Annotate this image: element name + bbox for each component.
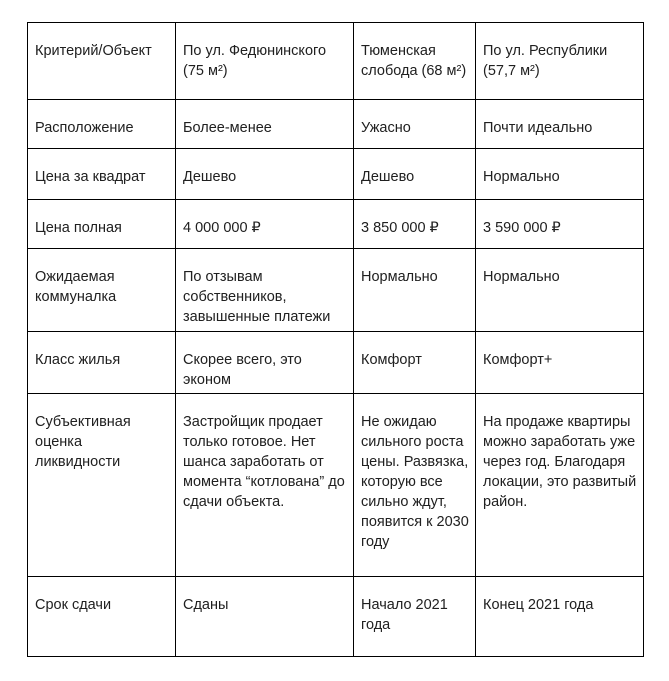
table-cell: По отзывам собственников, завышенные платежи bbox=[176, 249, 354, 332]
table-cell: 3 590 000 ₽ bbox=[476, 200, 644, 249]
table-cell: 3 850 000 ₽ bbox=[354, 200, 476, 249]
row-label-full-price: Цена полная bbox=[28, 200, 176, 249]
table-cell: Ужасно bbox=[354, 100, 476, 149]
header-cell-tyumenskaya-sloboda: Тюменская слобода (68 м²) bbox=[354, 23, 476, 100]
table-cell: Комфорт bbox=[354, 332, 476, 394]
table-cell: Более-менее bbox=[176, 100, 354, 149]
table-cell: Дешево bbox=[354, 149, 476, 200]
table-cell: Скорее всего, это эконом bbox=[176, 332, 354, 394]
table-cell: Нормально bbox=[354, 249, 476, 332]
header-cell-fedyuninskogo: По ул. Федюнинского (75 м²) bbox=[176, 23, 354, 100]
table-cell: Нормально bbox=[476, 149, 644, 200]
table-cell: Конец 2021 года bbox=[476, 577, 644, 657]
table-cell: Начало 2021 года bbox=[354, 577, 476, 657]
row-label-completion-date: Срок сдачи bbox=[28, 577, 176, 657]
row-label-housing-class: Класс жилья bbox=[28, 332, 176, 394]
table-cell: Комфорт+ bbox=[476, 332, 644, 394]
table-cell: Сданы bbox=[176, 577, 354, 657]
table-cell: Нормально bbox=[476, 249, 644, 332]
row-label-liquidity: Субъективная оценка ликвидности bbox=[28, 394, 176, 577]
table-cell: 4 000 000 ₽ bbox=[176, 200, 354, 249]
table-cell: Дешево bbox=[176, 149, 354, 200]
table-cell: Не ожидаю сильного роста цены. Развязка, которую все сильно ждут, появится к 2030 году bbox=[354, 394, 476, 577]
comparison-table bbox=[27, 22, 644, 657]
row-label-location: Расположение bbox=[28, 100, 176, 149]
row-label-utilities: Ожидаемая коммуналка bbox=[28, 249, 176, 332]
table-cell: Застройщик продает только готовое. Нет шанса заработать от момента “котлована” до сдачи объекта. bbox=[176, 394, 354, 577]
header-cell-respubliki: По ул. Республики (57,7 м²) bbox=[476, 23, 644, 100]
table-cell: На продаже квартиры можно заработать уже через год. Благодаря локации, это развитый район. bbox=[476, 394, 644, 577]
row-label-price-per-sqm: Цена за квадрат bbox=[28, 149, 176, 200]
header-cell-criterion: Критерий/Объект bbox=[28, 23, 176, 100]
table-cell: Почти идеально bbox=[476, 100, 644, 149]
